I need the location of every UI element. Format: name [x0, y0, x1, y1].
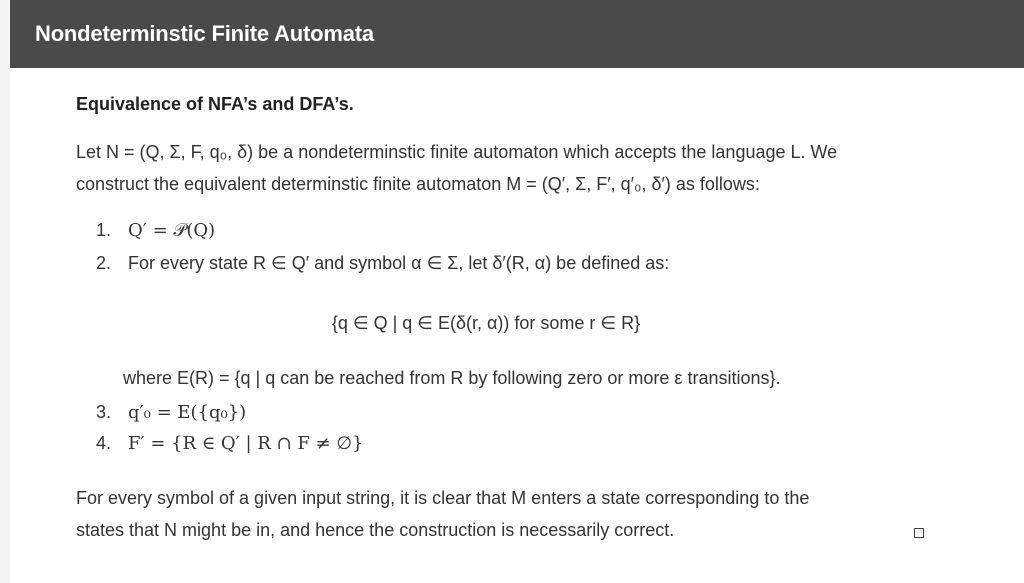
step-number: 3.	[96, 402, 112, 422]
qed-square-icon	[914, 528, 924, 538]
step-number: 2.	[96, 253, 112, 273]
intro-paragraph	[76, 136, 956, 200]
step-text: q′₀ = E({q₀})	[128, 402, 247, 423]
step-3	[96, 402, 246, 423]
intro-line-2: construct the equivalent determinstic finite automaton M = (Q′, Σ, F′, q′₀, δ′) as follows:	[76, 174, 760, 194]
closing-line-1: For every symbol of a given input string, it is clear that M enters a state corresponding to the	[76, 488, 810, 508]
step-text: Q′ = 𝒫(Q)	[128, 220, 216, 241]
step-number: 4.	[96, 433, 112, 453]
display-formula: {q ∈ Q | q ∈ E(δ(r, α)) for some r ∈ R}	[331, 313, 641, 333]
step-4	[96, 433, 363, 454]
step-1	[96, 220, 215, 241]
page-title: Nondeterminstic Finite Automata	[35, 21, 374, 46]
closing-paragraph	[76, 482, 956, 546]
step-number: 1.	[96, 220, 112, 240]
intro-line-1: Let N = (Q, Σ, F, q₀, δ) be a nondeterminstic finite automaton which accepts the language L. We	[76, 142, 838, 162]
closing-line-2: states that N might be in, and hence the construction is necessarily correct.	[76, 520, 675, 540]
step-2	[96, 253, 669, 274]
step-text: For every state R ∈ Q′ and symbol α ∈ Σ, let δ′(R, α) be defined as:	[128, 253, 670, 273]
step-text: F′ = {R ∈ Q′ | R ∩ F ≠ ∅}	[128, 433, 364, 454]
section-title: Equivalence of NFA’s and DFA’s.	[76, 94, 354, 114]
page-header	[10, 0, 1024, 68]
document-card	[10, 0, 1024, 583]
where-clause: where E(R) = {q | q can be reached from R by following zero or more ε transitions}.	[123, 368, 781, 388]
